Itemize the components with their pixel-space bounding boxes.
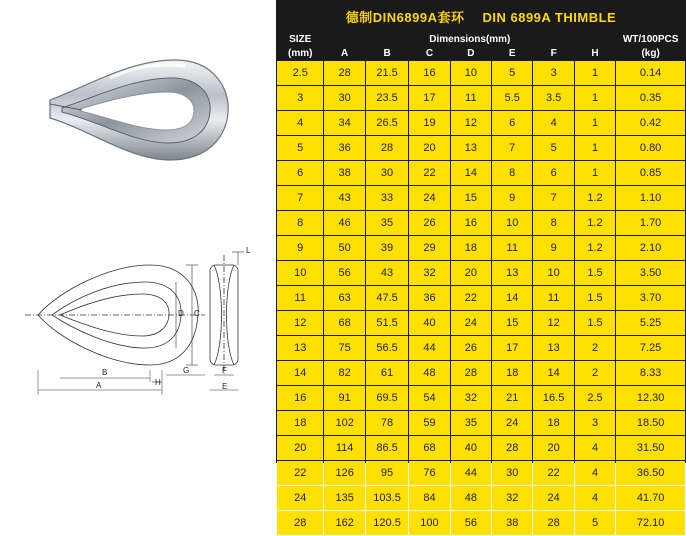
- table-row: [277, 286, 685, 310]
- dimension-cell: 24: [533, 486, 573, 510]
- size-cell: 6: [277, 161, 323, 185]
- dimension-cell: 11: [451, 86, 491, 110]
- weight-cell: 2.10: [616, 236, 685, 260]
- dimension-cell: 2: [575, 336, 615, 360]
- weight-cell: 8.33: [616, 361, 685, 385]
- weight-header: WT/100PCS: [616, 32, 685, 46]
- dimension-cell: 100: [409, 511, 449, 535]
- dimension-cell: 22: [451, 286, 491, 310]
- dimension-cell: 10: [533, 261, 573, 285]
- dimension-cell: 4: [575, 436, 615, 460]
- dimension-cell: 135: [324, 486, 364, 510]
- dimension-cell: 56: [451, 511, 491, 535]
- dimension-cell: 32: [492, 486, 532, 510]
- weight-cell: 1.70: [616, 211, 685, 235]
- dimension-cell: 15: [492, 311, 532, 335]
- dimension-cell: 1: [575, 86, 615, 110]
- dimension-cell: 5.5: [492, 86, 532, 110]
- dimension-cell: 12: [533, 311, 573, 335]
- size-cell: 22: [277, 461, 323, 485]
- dimension-cell: 40: [451, 436, 491, 460]
- dimension-cell: 1: [575, 136, 615, 160]
- dimension-cell: 86.5: [366, 436, 408, 460]
- table-row: [277, 111, 685, 135]
- dimension-cell: 56: [324, 261, 364, 285]
- weight-cell: 36.50: [616, 461, 685, 485]
- dimension-cell: 56.5: [366, 336, 408, 360]
- dimension-cell: 1.2: [575, 211, 615, 235]
- dimension-cell: 35: [366, 211, 408, 235]
- dimension-cell: 35: [451, 411, 491, 435]
- dimension-cell: 20: [409, 136, 449, 160]
- column-header: E: [492, 47, 532, 60]
- dimension-cell: 30: [492, 461, 532, 485]
- dimension-cell: 103.5: [366, 486, 408, 510]
- dimension-cell: 15: [451, 186, 491, 210]
- table-title: [277, 1, 685, 31]
- weight-cell: 31.50: [616, 436, 685, 460]
- table-row: [277, 161, 685, 185]
- weight-cell: 72.10: [616, 511, 685, 535]
- dimension-cell: 48: [409, 361, 449, 385]
- dimension-cell: 9: [533, 236, 573, 260]
- dimension-cell: 91: [324, 386, 364, 410]
- dimension-cell: 23.5: [366, 86, 408, 110]
- dimension-cell: 1.5: [575, 261, 615, 285]
- thimble-technical-drawing: [0, 230, 276, 410]
- dimension-cell: 36: [409, 286, 449, 310]
- dimension-cell: 11: [492, 236, 532, 260]
- table-row: [277, 486, 685, 510]
- dim-label-b: B: [102, 368, 108, 377]
- weight-cell: 18.50: [616, 411, 685, 435]
- dimension-cell: 95: [366, 461, 408, 485]
- dimension-cell: 30: [324, 86, 364, 110]
- dimension-cell: 9: [492, 186, 532, 210]
- dimension-cell: 12: [451, 111, 491, 135]
- dimension-cell: 63: [324, 286, 364, 310]
- dim-label-c: C: [194, 309, 200, 318]
- dimension-cell: 13: [451, 136, 491, 160]
- dimension-cell: 3.5: [533, 86, 573, 110]
- dimension-cell: 29: [409, 236, 449, 260]
- size-cell: 10: [277, 261, 323, 285]
- column-header: A: [324, 47, 364, 60]
- dimension-cell: 1: [575, 61, 615, 85]
- dimension-cell: 1.5: [575, 286, 615, 310]
- dimension-cell: 18: [533, 411, 573, 435]
- table-row: [277, 386, 685, 410]
- size-cell: 20: [277, 436, 323, 460]
- column-header: C: [409, 47, 449, 60]
- dimension-cell: 24: [451, 311, 491, 335]
- weight-cell: 0.35: [616, 86, 685, 110]
- table-row: [277, 236, 685, 260]
- dimension-cell: 18: [451, 236, 491, 260]
- column-header: H: [575, 47, 615, 60]
- column-header: F: [533, 47, 573, 60]
- table-row: [277, 186, 685, 210]
- size-cell: 5: [277, 136, 323, 160]
- size-header: SIZE: [277, 32, 323, 46]
- dimension-cell: 18: [492, 361, 532, 385]
- weight-cell: 0.85: [616, 161, 685, 185]
- dimension-cell: 8: [492, 161, 532, 185]
- weight-cell: 3.70: [616, 286, 685, 310]
- dimension-cell: 2.5: [575, 386, 615, 410]
- table-row: [277, 336, 685, 360]
- dimension-cell: 43: [366, 261, 408, 285]
- size-cell: 8: [277, 211, 323, 235]
- column-header: D: [451, 47, 491, 60]
- table-row: [277, 261, 685, 285]
- dimension-cell: 76: [409, 461, 449, 485]
- dimension-cell: 84: [409, 486, 449, 510]
- dimension-cell: 32: [409, 261, 449, 285]
- table-row: [277, 136, 685, 160]
- dimensions-header: Dimensions(mm): [324, 32, 615, 46]
- dimension-cell: 6: [492, 111, 532, 135]
- dimension-cell: 59: [409, 411, 449, 435]
- dim-label-a: A: [96, 381, 102, 390]
- dimension-cell: 26: [409, 211, 449, 235]
- dimension-cell: 17: [492, 336, 532, 360]
- table-title-en: DIN 6899A THIMBLE: [482, 9, 617, 25]
- dimension-cell: 48: [451, 486, 491, 510]
- dimension-cell: 14: [533, 361, 573, 385]
- dimension-cell: 68: [324, 311, 364, 335]
- weight-cell: 3.50: [616, 261, 685, 285]
- dimension-cell: 13: [492, 261, 532, 285]
- dimension-cell: 22: [533, 461, 573, 485]
- spec-table: [276, 0, 686, 536]
- dimension-cell: 13: [533, 336, 573, 360]
- size-cell: 13: [277, 336, 323, 360]
- size-cell: 14: [277, 361, 323, 385]
- dimension-cell: 28: [533, 511, 573, 535]
- thimble-photo: [0, 0, 276, 205]
- dimension-cell: 120.5: [366, 511, 408, 535]
- dim-label-g: G: [183, 366, 190, 375]
- size-cell: 4: [277, 111, 323, 135]
- dimension-cell: 36: [324, 136, 364, 160]
- dim-label-e: E: [222, 382, 228, 391]
- size-cell: 28: [277, 511, 323, 535]
- size-cell: 9: [277, 236, 323, 260]
- dimension-cell: 5: [575, 511, 615, 535]
- dimension-cell: 44: [409, 336, 449, 360]
- dimension-cell: 16: [409, 61, 449, 85]
- dimension-cell: 28: [366, 136, 408, 160]
- dimension-cell: 21.5: [366, 61, 408, 85]
- dimension-cell: 34: [324, 111, 364, 135]
- size-cell: 18: [277, 411, 323, 435]
- size-cell: 16: [277, 386, 323, 410]
- dimension-cell: 17: [409, 86, 449, 110]
- dimension-cell: 2: [575, 361, 615, 385]
- dimension-cell: 10: [492, 211, 532, 235]
- dimension-cell: 126: [324, 461, 364, 485]
- size-cell: 3: [277, 86, 323, 110]
- dimension-cell: 68: [409, 436, 449, 460]
- table-title-cn: 德制DIN6899A套环: [345, 9, 465, 25]
- spec-table-container: [276, 0, 686, 529]
- dimension-cell: 33: [366, 186, 408, 210]
- dimension-cell: 28: [451, 361, 491, 385]
- dimension-cell: 21: [492, 386, 532, 410]
- dimension-cell: 61: [366, 361, 408, 385]
- weight-cell: 0.80: [616, 136, 685, 160]
- weight-cell: 1.10: [616, 186, 685, 210]
- table-row: [277, 511, 685, 535]
- table-row: [277, 311, 685, 335]
- weight-cell: 7.25: [616, 336, 685, 360]
- dim-label-f: F: [222, 366, 227, 375]
- dim-label-h: H: [155, 378, 161, 387]
- dimension-cell: 78: [366, 411, 408, 435]
- table-row: [277, 86, 685, 110]
- table-row: [277, 361, 685, 385]
- dimension-cell: 4: [575, 486, 615, 510]
- dimension-cell: 24: [409, 186, 449, 210]
- weight-cell: 41.70: [616, 486, 685, 510]
- dimension-cell: 162: [324, 511, 364, 535]
- dimension-cell: 1: [575, 111, 615, 135]
- table-row: [277, 411, 685, 435]
- size-cell: 24: [277, 486, 323, 510]
- dim-label-d: D: [178, 309, 184, 318]
- dimension-cell: 22: [409, 161, 449, 185]
- dimension-cell: 19: [409, 111, 449, 135]
- dimension-cell: 3: [575, 411, 615, 435]
- dimension-cell: 38: [324, 161, 364, 185]
- dimension-cell: 20: [533, 436, 573, 460]
- dimension-cell: 39: [366, 236, 408, 260]
- dimension-cell: 24: [492, 411, 532, 435]
- dimension-cell: 30: [366, 161, 408, 185]
- dimension-cell: 4: [533, 111, 573, 135]
- dimension-cell: 16.5: [533, 386, 573, 410]
- dimension-cell: 28: [492, 436, 532, 460]
- dimension-cell: 26.5: [366, 111, 408, 135]
- dimension-cell: 4: [575, 461, 615, 485]
- dimension-cell: 82: [324, 361, 364, 385]
- weight-cell: 0.14: [616, 61, 685, 85]
- table-row: [277, 211, 685, 235]
- dimension-cell: 26: [451, 336, 491, 360]
- table-row: [277, 461, 685, 485]
- table-row: [277, 436, 685, 460]
- dimension-cell: 7: [492, 136, 532, 160]
- dimension-cell: 11: [533, 286, 573, 310]
- column-header: B: [366, 47, 408, 60]
- dimension-cell: 44: [451, 461, 491, 485]
- dimension-cell: 1.5: [575, 311, 615, 335]
- dimension-cell: 114: [324, 436, 364, 460]
- dimension-cell: 46: [324, 211, 364, 235]
- size-unit: (mm): [277, 47, 323, 60]
- size-cell: 11: [277, 286, 323, 310]
- dimension-cell: 20: [451, 261, 491, 285]
- dimension-cell: 1.2: [575, 236, 615, 260]
- dimension-cell: 69.5: [366, 386, 408, 410]
- dimension-cell: 14: [492, 286, 532, 310]
- dimension-cell: 32: [451, 386, 491, 410]
- dimension-cell: 3: [533, 61, 573, 85]
- table-body: [277, 61, 685, 535]
- weight-cell: 0.42: [616, 111, 685, 135]
- dimension-cell: 14: [451, 161, 491, 185]
- dim-label-l: L: [246, 246, 251, 255]
- dimension-cell: 8: [533, 211, 573, 235]
- size-cell: 12: [277, 311, 323, 335]
- dimension-cell: 43: [324, 186, 364, 210]
- size-cell: 2.5: [277, 61, 323, 85]
- dimension-cell: 5: [533, 136, 573, 160]
- size-cell: 7: [277, 186, 323, 210]
- weight-unit: (kg): [616, 47, 685, 60]
- dimension-cell: 50: [324, 236, 364, 260]
- dimension-cell: 102: [324, 411, 364, 435]
- dimension-cell: 38: [492, 511, 532, 535]
- table-row: [277, 61, 685, 85]
- dimension-cell: 47.5: [366, 286, 408, 310]
- weight-cell: 5.25: [616, 311, 685, 335]
- dimension-cell: 40: [409, 311, 449, 335]
- dimension-cell: 54: [409, 386, 449, 410]
- dimension-cell: 1: [575, 161, 615, 185]
- dimension-cell: 7: [533, 186, 573, 210]
- dimension-cell: 28: [324, 61, 364, 85]
- dimension-cell: 6: [533, 161, 573, 185]
- dimension-cell: 5: [492, 61, 532, 85]
- dimension-cell: 10: [451, 61, 491, 85]
- dimension-cell: 51.5: [366, 311, 408, 335]
- dimension-cell: 1.2: [575, 186, 615, 210]
- dimension-cell: 75: [324, 336, 364, 360]
- dimension-cell: 16: [451, 211, 491, 235]
- weight-cell: 12.30: [616, 386, 685, 410]
